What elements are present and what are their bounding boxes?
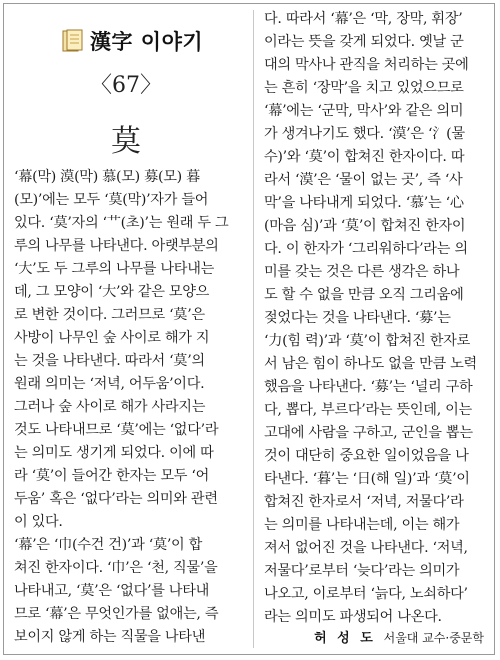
text-line: 있다. ‘莫’자의 ‘⺾(초)’는 원래 두 그 [14, 215, 229, 231]
text-line: 서 남은 힘이 하나도 없을 만큼 노력 [264, 356, 477, 372]
text-line: 두움’ 혹은 ‘없다’라는 의미와 관련 [14, 491, 218, 507]
text-line: 나타내고, ‘莫’은 ‘없다’를 나타내 [14, 583, 210, 599]
text-line: 원래 의미는 ‘저녁, 어두움’이다. [14, 376, 205, 392]
text-line: 는 흔히 ‘장막’을 치고 있었으므로 [264, 80, 464, 96]
text-line: 막’을 나타내게 되었다. ‘慕’는 ‘心 [264, 195, 464, 211]
text-line: 도 할 수 없을 만큼 오직 그리움에 [264, 287, 464, 303]
left-column [4, 4, 248, 654]
book-icon [62, 29, 84, 53]
text-line: 그러나 숲 사이로 해가 사라지는 [14, 399, 206, 415]
text-line: 다. 따라서 ‘幕’은 ‘막, 장막, 휘장’ [264, 11, 463, 27]
text-line: 다. 이 한자가 ‘그리워하다’라는 의 [264, 241, 468, 257]
text-line: 이라는 뜻을 갖게 되었다. 옛날 군 [264, 34, 464, 50]
author-name: 허 성 도 [314, 631, 376, 646]
text-line: 젖었다는 것을 나타낸다. ‘募’는 [264, 310, 451, 326]
author-affiliation: 서울대 교수·중문학 [383, 631, 484, 645]
text-line: 데, 그 모양이 ‘大’와 같은 모양으 [14, 284, 210, 300]
text-line: ‘力(힘 력)’과 ‘莫’이 합쳐진 한자로 [264, 333, 470, 349]
right-body-text [264, 8, 490, 629]
left-body-text [14, 166, 244, 649]
text-line: 다, 뽑다, 부르다’라는 뜻인데, 이는 [264, 402, 472, 418]
text-line: 이 있다. [14, 514, 63, 530]
column-divider [253, 10, 254, 648]
text-line: 는 의미를 나타내는데, 이는 해가 [264, 517, 460, 533]
text-line: 고대에 사람을 구하고, 군인을 뽑는 [264, 425, 473, 441]
text-line: 쳐진 한자이다. ‘巾’은 ‘천, 직물’을 [14, 560, 218, 576]
text-line: 는 의미도 생기게 되었다. 이에 따 [14, 445, 214, 461]
text-line: 는 것을 나타낸다. 따라서 ‘莫’의 [14, 353, 205, 369]
text-line: 라서 ‘漠’은 ‘물이 없는 곳’, 즉 ‘사 [264, 172, 463, 188]
text-line: 보이지 않게 하는 직물을 나타낸 [14, 629, 206, 645]
text-line: 것이 대단히 중요한 일이었음을 나 [264, 448, 469, 464]
text-line: 가 생겨나기도 했다. ‘漠’은 ‘氵(물 [264, 126, 465, 142]
text-line: 므로 ‘幕’은 무엇인가를 없애는, 즉 [14, 606, 219, 622]
text-line: ‘幕(막) 漠(막) 慕(모) 募(모) 暮 [14, 169, 200, 185]
text-line: 타낸다. ‘暮’는 ‘日(해 일)’과 ‘莫’이 [264, 471, 470, 487]
text-line: 라 ‘莫’이 들어간 한자는 모두 ‘어 [14, 468, 210, 484]
text-line: (마음 심)’과 ‘莫’이 합쳐진 한자이 [264, 218, 466, 234]
text-line: 대의 막사나 관직을 처리하는 곳에 [264, 57, 469, 73]
text-line: ‘大’도 두 그루의 나무를 나타내는 [14, 261, 215, 277]
text-line: (모)’에는 모두 ‘莫(막)’자가 들어 [14, 192, 209, 208]
text-line: 져서 없어진 것을 나타낸다. ‘저녁, [264, 540, 468, 556]
text-line: 로 변한 것이다. 그러므로 ‘莫’은 [14, 307, 205, 323]
right-column [258, 4, 494, 654]
text-line: 라는 의미도 파생되어 나온다. [264, 609, 442, 625]
text-line: 나오고, 이로부터 ‘늙다, 노쇠하다’ [264, 586, 468, 602]
text-line: 합쳐진 한자로서 ‘저녁, 저물다’라 [264, 494, 464, 510]
column-page [3, 3, 495, 655]
text-line: 수)’와 ‘莫’이 합쳐진 한자이다. 따 [264, 149, 465, 165]
text-line: 했음을 나타낸다. ‘募’는 ‘널리 구하 [264, 379, 473, 395]
text-line: 저물다’로부터 ‘늦다’라는 의미가 [264, 563, 460, 579]
text-line: ‘幕’은 ‘巾(수건 건)’과 ‘莫’이 합 [14, 537, 203, 553]
text-line: ‘幕’에는 ‘군막, 막사’와 같은 의미 [264, 103, 464, 119]
head-character: 莫 [111, 124, 141, 159]
byline [314, 627, 484, 646]
column-header [62, 26, 203, 56]
text-line: 루의 나무를 나타낸다. 아랫부분의 [14, 238, 219, 254]
text-line: 것도 나타내므로 ‘莫’에는 ‘없다’라 [14, 422, 219, 438]
text-line: 미를 갖는 것은 다른 생각은 하나 [264, 264, 460, 280]
text-line: 사방이 나무인 숲 사이로 해가 지 [14, 330, 210, 346]
episode-number: 〈67〉 [90, 73, 162, 98]
section-label: 漢字 이야기 [90, 30, 204, 54]
